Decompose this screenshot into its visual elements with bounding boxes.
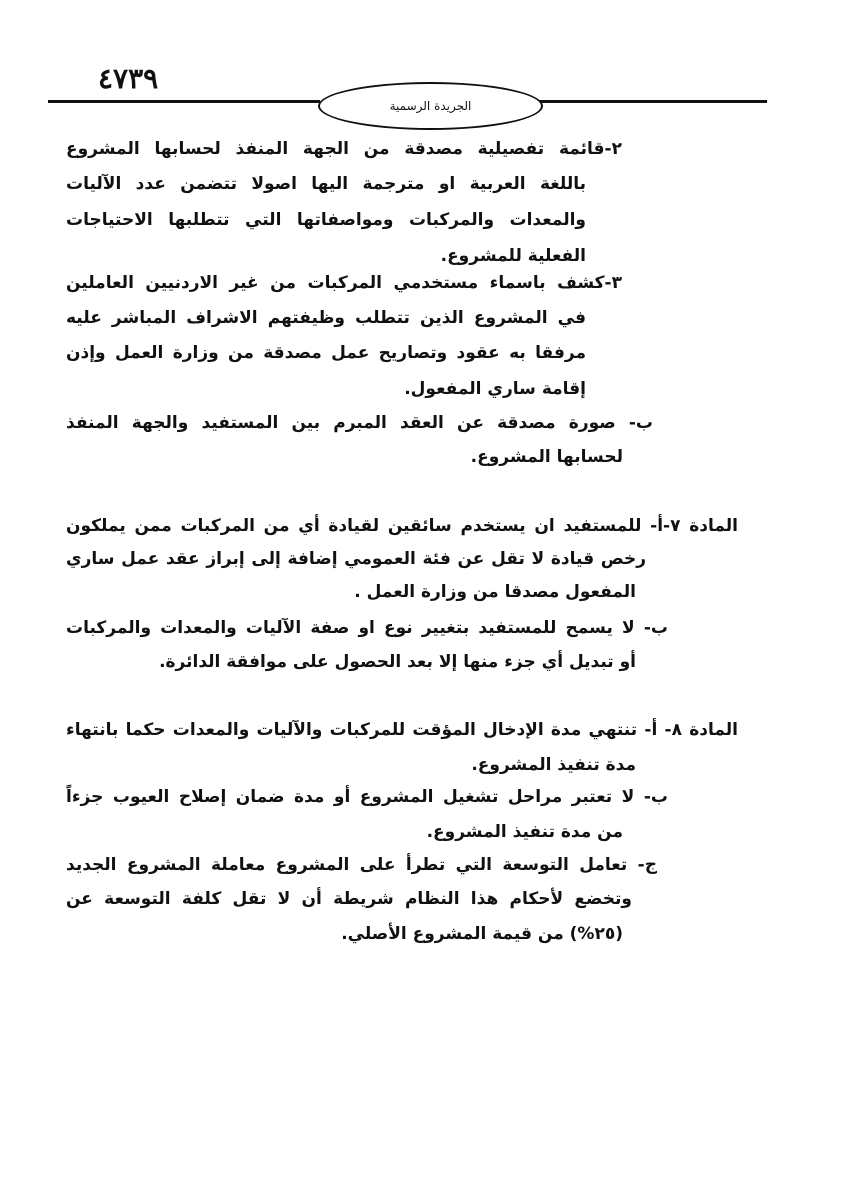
text-line: في المشروع الذين تتطلب وظيفتهم الاشراف المباشر عليه — [66, 308, 586, 328]
text-line: رخص قيادة لا تقل عن فئة العمومي إضافة إلى إبراز عقد عمل ساري — [66, 549, 646, 569]
text-line: لحسابها المشروع. — [470, 447, 623, 467]
text-line: ٣-كشف باسماء مستخدمي المركبات من غير الاردنيين العاملين — [66, 273, 622, 293]
text-line: ٢-قائمة تفصيلية مصدقة من الجهة المنفذ لحسابها المشروع — [66, 139, 622, 159]
text-line: المادة ٧-أ- للمستفيد ان يستخدم سائقين لقيادة أي من المركبات ممن يملكون — [66, 516, 738, 536]
page-number: ٤٧٣٩ — [98, 62, 159, 95]
text-line: من مدة تنفيذ المشروع. — [426, 822, 623, 842]
text-line: مرفقا به عقود وتصاريح عمل مصدقة من وزارة العمل وإذن — [66, 343, 586, 363]
header-rule-left — [48, 100, 320, 103]
text-line: (٢٥%) من قيمة المشروع الأصلي. — [341, 924, 623, 944]
text-line: مدة تنفيذ المشروع. — [471, 755, 636, 775]
gazette-title-oval — [318, 82, 543, 130]
text-line: ب- لا يسمح للمستفيد بتغيير نوع او صفة الآليات والمعدات والمركبات — [66, 618, 668, 638]
text-line: إقامة ساري المفعول. — [404, 379, 586, 399]
text-line: والمعدات والمركبات ومواصفاتها التي تتطلبها الاحتياجات — [66, 210, 586, 230]
text-line: ب- صورة مصدقة عن العقد المبرم بين المستفيد والجهة المنفذ — [66, 413, 653, 433]
text-line: ب- لا تعتبر مراحل تشغيل المشروع أو مدة ضمان إصلاح العيوب جزءاً — [66, 787, 668, 807]
text-line: باللغة العربية او مترجمة اليها اصولا تتضمن عدد الآليات — [66, 174, 586, 194]
text-line: الفعلية للمشروع. — [440, 246, 586, 266]
gazette-title: الجريدة الرسمية — [389, 99, 472, 113]
text-line: ج- تعامل التوسعة التي تطرأ على المشروع معاملة المشروع الجديد — [66, 855, 657, 875]
text-line: وتخضع لأحكام هذا النظام شريطة أن لا تقل كلفة التوسعة عن — [66, 889, 632, 909]
text-line: المفعول مصدقا من وزارة العمل . — [354, 582, 636, 602]
text-line: المادة ٨- أ- تنتهي مدة الإدخال المؤقت للمركبات والآليات والمعدات حكما بانتهاء — [66, 720, 738, 740]
text-line: أو تبديل أي جزء منها إلا بعد الحصول على موافقة الدائرة. — [159, 652, 636, 672]
header-rule-right — [537, 100, 767, 103]
